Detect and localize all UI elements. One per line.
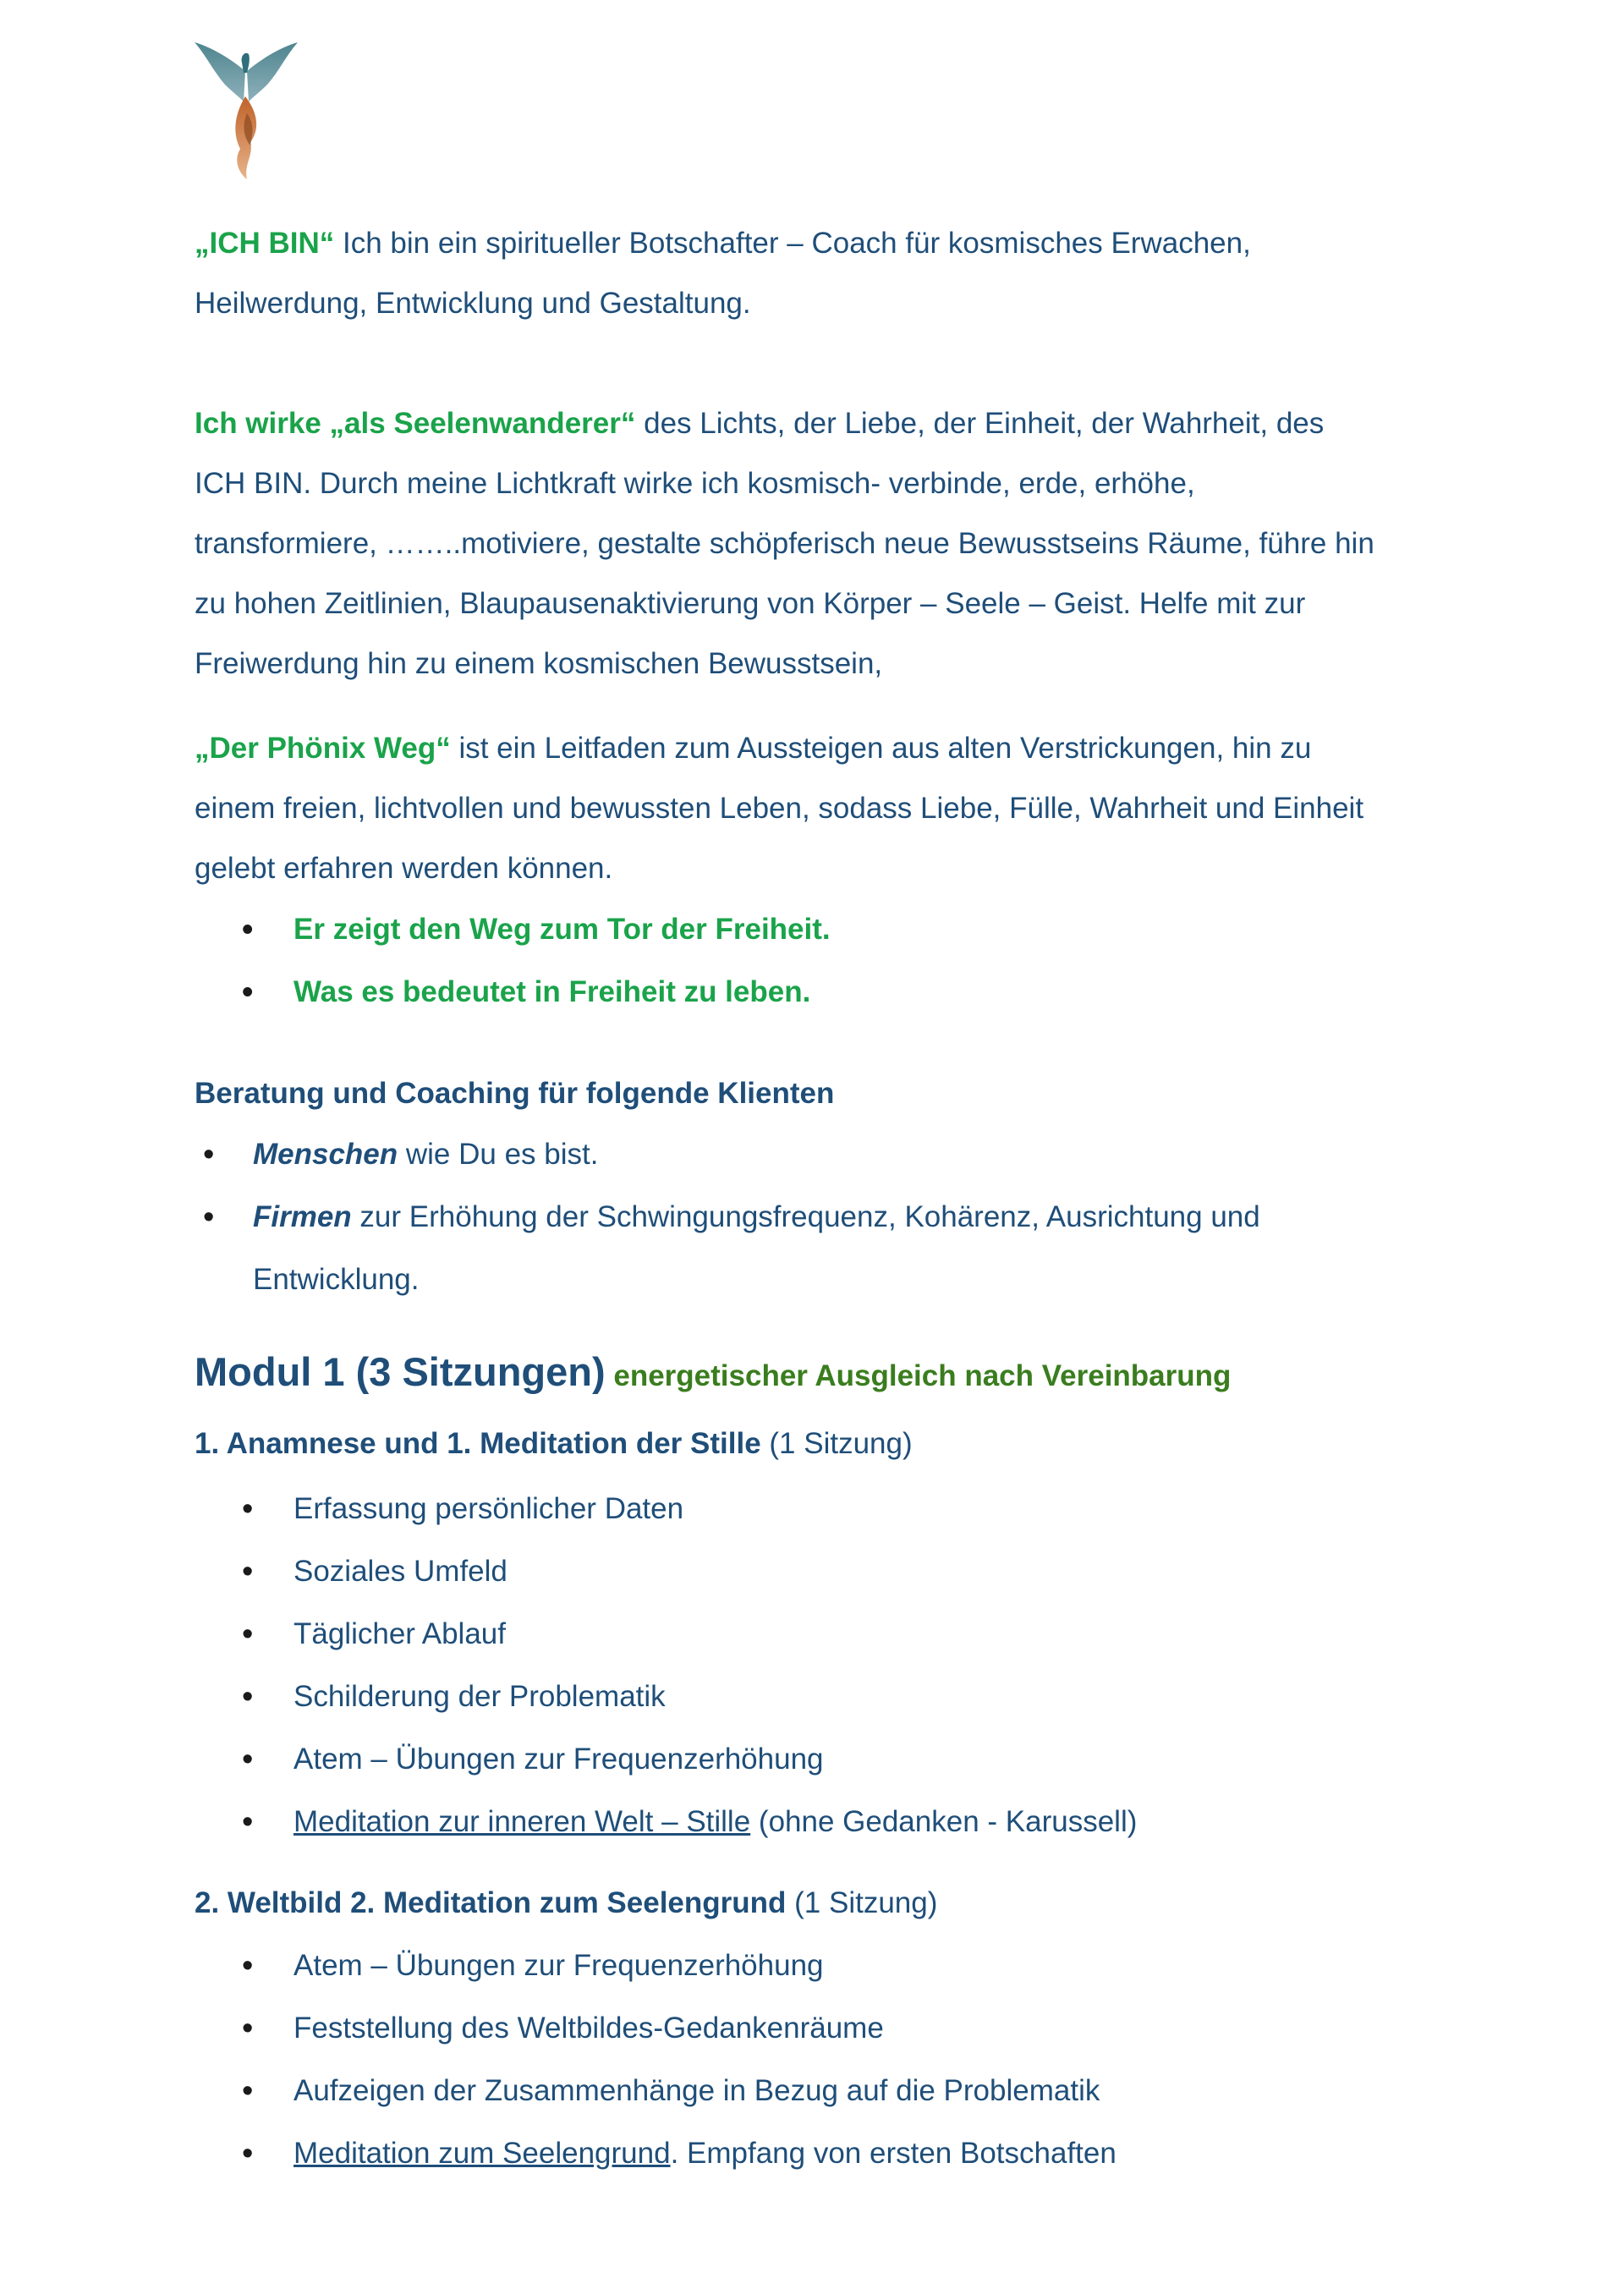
clients-item-1-text: wie Du es bist. xyxy=(398,1138,599,1171)
spacer xyxy=(195,1311,1480,1338)
phoenix-line-1 xyxy=(195,718,1480,778)
list-item: • Aufzeigen der Zusammenhänge in Bezug auf die Problematik xyxy=(195,2060,1480,2122)
list-item xyxy=(195,1123,1480,1186)
seelenwanderer-line-2: ICH BIN. Durch meine Lichtkraft wirke ich kosmisch- verbinde, erde, erhöhe, xyxy=(195,467,1195,500)
intro-line-2: Heilwerdung, Entwicklung und Gestaltung. xyxy=(195,287,751,320)
meditation-seelengrund-link[interactable]: Meditation zum Seelengrund xyxy=(294,2137,671,2170)
list-item: • Atem – Übungen zur Frequenzerhöhung xyxy=(195,1935,1480,1997)
seelenwanderer-line-5: Freiwerdung hin zu einem kosmischen Bewusstsein, xyxy=(195,647,883,680)
seelenwanderer-text-1: des Lichts, der Liebe, der Einheit, der Wahrheit, des xyxy=(635,407,1325,440)
list-item: • Schilderung der Problematik xyxy=(195,1666,1480,1728)
phoenix-line-2: einem freien, lichtvollen und bewussten Leben, sodass Liebe, Fülle, Wahrheit und Einheit xyxy=(195,792,1364,825)
list-item: • Soziales Umfeld xyxy=(195,1540,1480,1603)
phoenix-bullet-list xyxy=(195,898,1480,1024)
session-1-list xyxy=(195,1478,1480,1853)
list-item xyxy=(195,1186,1480,1311)
list-item: • Feststellung des Weltbildes-Gedankenräume xyxy=(195,1997,1480,2060)
spacer xyxy=(195,1853,1480,1872)
list-item xyxy=(195,1791,1480,1853)
modul-title: Modul 1 (3 Sitzungen) xyxy=(195,1349,606,1394)
clients-list xyxy=(195,1123,1480,1311)
phoenix-logo-icon xyxy=(191,37,301,183)
clients-item-2-continuation: Entwicklung. xyxy=(253,1263,420,1296)
list-item: • Atem – Übungen zur Frequenzerhöhung xyxy=(195,1728,1480,1791)
seelenwanderer-line-3: transformiere, ……..motiviere, gestalte schöpferisch neue Bewusstseins Räume, führe hin xyxy=(195,527,1374,560)
list-item: • Erfassung persönlicher Daten xyxy=(195,1478,1480,1540)
session-2-count: (1 Sitzung) xyxy=(786,1886,938,1919)
session-2-title: 2. Weltbild 2. Meditation zum Seelengrund xyxy=(195,1886,787,1919)
clients-item-2-text: zur Erhöhung der Schwingungsfrequenz, Kohärenz, Ausrichtung und xyxy=(351,1200,1260,1233)
clients-heading: Beratung und Coaching für folgende Klienten xyxy=(195,1077,835,1110)
session-1-heading xyxy=(195,1410,1480,1478)
ich-bin-label: „ICH BIN“ xyxy=(195,227,335,260)
session-1-title: 1. Anamnese und 1. Meditation der Stille xyxy=(195,1427,761,1460)
clients-item-2-bold: Firmen xyxy=(253,1200,352,1233)
meditation-stille-note: (ohne Gedanken - Karussell) xyxy=(750,1805,1138,1838)
session-2-heading xyxy=(195,1872,1480,1935)
clients-item-1-bold: Menschen xyxy=(253,1138,398,1171)
spacer xyxy=(195,333,1480,393)
spacer xyxy=(195,694,1480,718)
seelenwanderer-line-4: zu hohen Zeitlinien, Blaupausenaktivierung von Körper – Seele – Geist. Helfe mit zur xyxy=(195,587,1306,620)
session-1-count: (1 Sitzung) xyxy=(760,1427,913,1460)
modul-subtitle: energetischer Ausgleich nach Vereinbarung xyxy=(605,1359,1232,1392)
phoenix-line-3: gelebt erfahren werden können. xyxy=(195,852,613,885)
intro-line-1 xyxy=(195,213,1480,273)
list-item xyxy=(195,2122,1480,2185)
intro-text-1: Ich bin ein spiritueller Botschafter – Coach für kosmisches Erwachen, xyxy=(334,227,1251,260)
modul-heading xyxy=(195,1338,1480,1410)
document-body xyxy=(195,213,1480,2185)
list-item: • Er zeigt den Weg zum Tor der Freiheit. xyxy=(195,898,1480,961)
spacer xyxy=(195,1024,1480,1063)
session-2-list xyxy=(195,1935,1480,2185)
seelenwanderer-line-1 xyxy=(195,393,1480,453)
meditation-stille-link[interactable]: Meditation zur inneren Welt – Stille xyxy=(294,1805,751,1838)
list-item: • Was es bedeutet in Freiheit zu leben. xyxy=(195,961,1480,1024)
phoenix-label: „Der Phönix Weg“ xyxy=(195,732,451,765)
phoenix-text-1: ist ein Leitfaden zum Aussteigen aus alten Verstrickungen, hin zu xyxy=(450,732,1312,765)
list-item: • Täglicher Ablauf xyxy=(195,1603,1480,1666)
meditation-seelengrund-note: . Empfang von ersten Botschaften xyxy=(670,2137,1116,2170)
seelenwanderer-label: Ich wirke „als Seelenwanderer“ xyxy=(195,407,636,440)
